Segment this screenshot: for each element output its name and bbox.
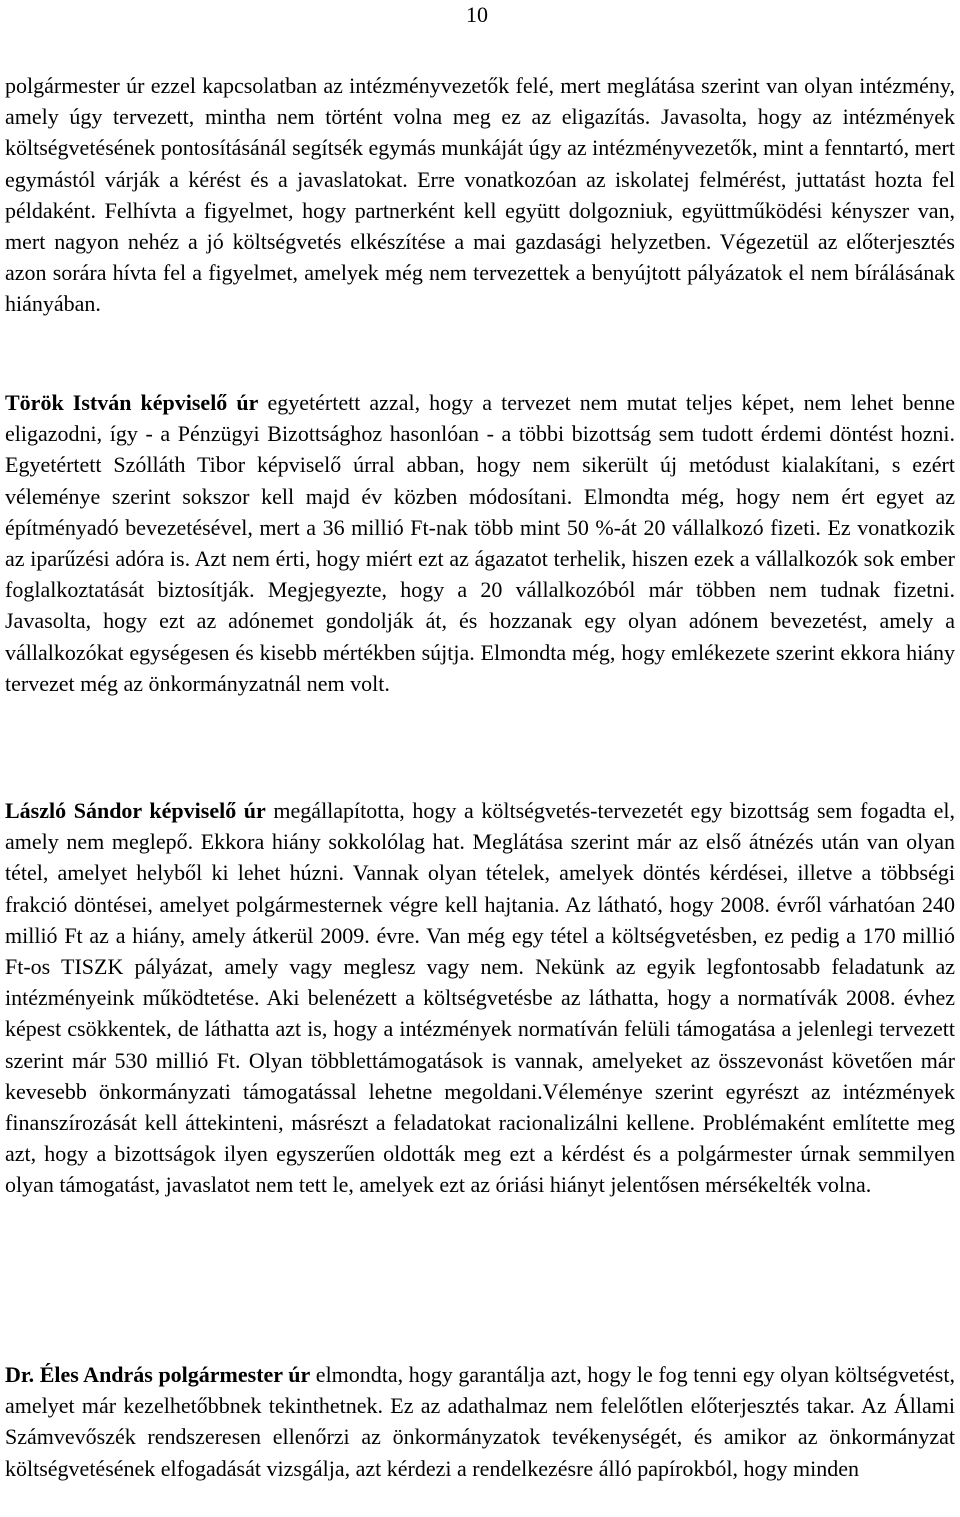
speaker-name: László Sándor képviselő úr	[5, 798, 266, 823]
page-number: 10	[466, 2, 488, 27]
paragraph-1-text: polgármester úr ezzel kapcsolatban az intézményvezetők felé, mert meglátása szerint van olyan intézmény, amely úgy tervezett, mintha nem történt volna meg ez az eligazítás. Javasolta, hogy az intézmények költségvetésének pontosításánál segítsék egymás munkáját úgy az intézményvezetők, mint a fenntartó, mert egymástól várják a kérést és a javaslatokat. Erre vonatkozóan az iskolatej felmérést, juttatást hozta fel példaként. Felhívta a figyelmet, hogy partnerként kell együtt dolgozniuk, együttműködési kényszer van, mert nagyon nehéz a jó költségvetés elkészítése a mai gazdasági helyzetben. Végezetül az előterjesztés azon sorára hívta fel a figyelmet, amelyek még nem tervezettek a benyújtott pályázatok el nem bírálásának hiányában.	[5, 73, 955, 317]
speaker-name: Dr. Éles András polgármester úr	[5, 1362, 311, 1387]
speaker-name: Török István képviselő úr	[5, 390, 259, 415]
paragraph-4	[5, 1359, 955, 1484]
paragraph-3	[5, 795, 955, 1201]
paragraph-1	[5, 70, 955, 320]
paragraph-2-text: egyetértett azzal, hogy a tervezet nem mutat teljes képet, nem lehet benne eligazodni, így - a Pénzügyi Bizottsághoz hasonlóan - a többi bizottság sem tudott érdemi döntést hozni. Egyetértett Szólláth Tibor képviselő úrral abban, hogy nem sikerült új metódust kialakítani, s ezért véleménye szerint sokszor kell majd év közben módosítani. Elmondta még, hogy nem ért egyet az építményadó bevezetésével, mert a 36 millió Ft-nak több mint 50 %-át 20 vállalkozó fizeti. Ez vonatkozik az iparűzési adóra is. Azt nem érti, hogy miért ezt az ágazatot terhelik, hiszen ezek a vállalkozók sok ember foglalkoztatását biztosítják. Megjegyezte, hogy a 20 vállalkozóból már többen nem tudnak fizetni. Javasolta, hogy ezt az adónemet gondolják át, és hozzanak egy olyan adónem bevezetést, amely a vállalkozókat egységesen és kisebb mértékben sújtja. Elmondta még, hogy emlékezete szerint ekkora hiány tervezet még az önkormányzatnál nem volt.	[5, 390, 955, 696]
paragraph-2	[5, 387, 955, 699]
paragraph-3-text: megállapította, hogy a költségvetés-tervezetét egy bizottság sem fogadta el, amely nem meglepő. Ekkora hiány sokkolólag hat. Meglátása szerint már az első átnézés után van olyan tétel, amelyet helyből ki lehet húzni. Vannak olyan tételek, amelyek döntés kérdései, illetve a többségi frakció döntései, amelyet polgármesternek végre kell hajtania. Az látható, hogy 2008. évről várhatóan 240 millió Ft az a hiány, amely átkerül 2009. évre. Van még egy tétel a költségvetésben, ez pedig a 170 millió Ft-os TISZK pályázat, amely vagy meglesz vagy nem. Nekünk az egyik legfontosabb feladatunk az intézményeink működtetése. Aki belenézett a költségvetésbe az láthatta, hogy a normatívák 2008. évhez képest csökkentek, de láthatta azt is, hogy a intézmények normatíván felüli támogatása a jelenlegi tervezett szerint már 530 millió Ft. Olyan többlettámogatások is vannak, amelyeket az összevonást követően már kevesebb önkormányzati támogatással lehetne megoldani.Véleménye szerint egyrészt az intézmények finanszírozását kell áttekinteni, másrészt a feladatokat racionalizálni kellene. Problémaként említette meg azt, hogy a bizottságok ilyen egyszerűen oldották meg ezt a kérdést és a polgármester úrnak semmilyen olyan támogatást, javaslatot nem tett le, amelyek ezt az óriási hiányt jelentősen mérsékelték volna.	[5, 798, 955, 1198]
paragraph-4-text: elmondta, hogy garantálja azt, hogy le fog tenni egy olyan költségvetést, amelyet már kezelhetőbbnek tekinthetnek. Ez az adathalmaz nem felelőtlen előterjesztés takar. Az Állami Számvevőszék rendszeresen ellenőrzi az önkormányzatok tevékenységét, és amikor az önkormányzat költségvetésének elfogadását vizsgálja, azt kérdezi a rendelkezésre álló papírokból, hogy minden	[5, 1362, 955, 1481]
